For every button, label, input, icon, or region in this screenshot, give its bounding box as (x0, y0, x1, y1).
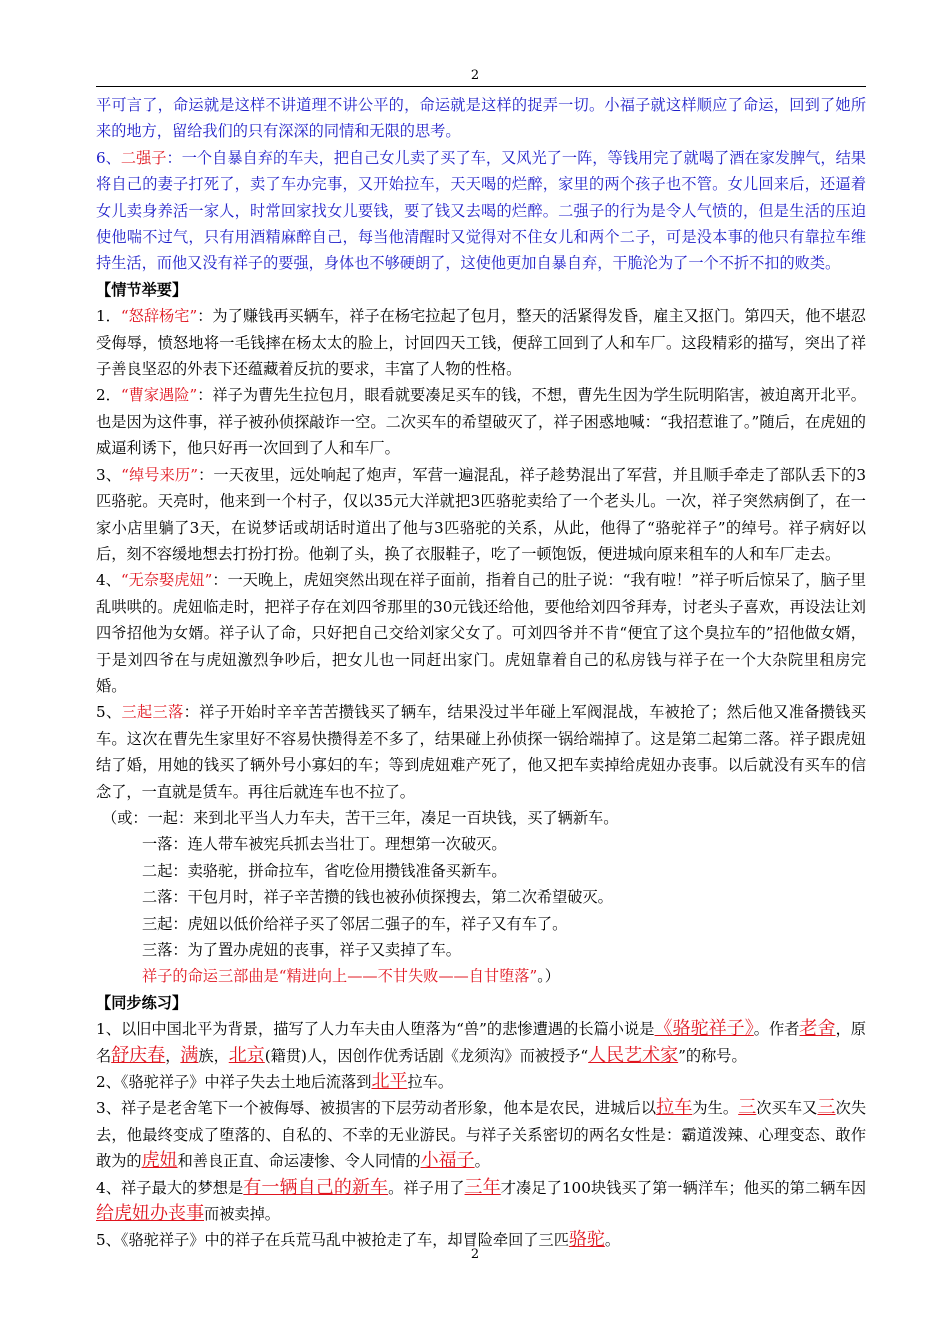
answer: 有一辆自己的新车 (243, 1176, 389, 1198)
q-text: ， (165, 1046, 181, 1065)
answer: 给虎妞办丧事 (96, 1203, 204, 1225)
erqiangzi-text: ：一个自暴自弃的车夫，把自己女儿卖了买了车，又风光了一阵，等钱用完了就喝了酒在家发脾气，结果将自己的妻子打死了，卖了车办完事，又开始拉车，天天喝的烂醉，家里的两个孩子也不管。女儿回来后，还逼着女儿卖身养活一家人，时常回家找女儿要钱，要了钱又去喝的烂醉。二强子的行为是令人气愤的，但是生活的压迫使他喘不过气，只有用酒精麻醉自己，每当他清醒时又觉得对不住女儿和两个二子，可是没本事的他只有靠拉车维持生活，而他又没有祥子的要强，身体也不够硬朗了，这使他更加自暴自弃，干脆沦为了一个不折不扣的败类。 (96, 148, 866, 273)
plot-title: “曹家遇险” (120, 386, 198, 405)
plot-num: 5、 (96, 703, 122, 722)
q-text: 次失去，他最终变成了堕落的、自私的、不幸的无业游民。与祥子关系密切的两名女性是：霸道泼辣、心理变态、敢作敢为的 (96, 1099, 867, 1171)
alt-summary-line: 三落：为了置办虎妞的丧事，祥子又卖掉了车。 (142, 941, 461, 959)
plot-title: “无奈娶虎妞” (120, 571, 213, 590)
erqiangzi-name: 二强子 (120, 148, 167, 167)
plot-text: ：祥子为曹先生拉包月，眼看就要凑足买车的钱，不想，曹先生因为学生阮明陷害，被迫离开北平。也是因为这件事，祥子被孙侦探敲诈一空。二次买车的希望破灭了，祥子困惑地喊：“我招惹谁了。”随后，在虎妞的威逼利诱下，他只好再一次回到了人和车厂。 (96, 386, 866, 458)
q-text: 。祥子用了 (388, 1178, 465, 1197)
answer: 人民艺术家 (588, 1044, 679, 1066)
q-text: 3、祥子是老舍笔下一个被侮辱、被损害的下层劳动者形象，他本是农民，进城后以 (96, 1099, 657, 1118)
q-text: ，原名 (96, 1020, 866, 1065)
document-body (96, 92, 866, 1254)
plot-title: “绰号来历” (121, 465, 198, 484)
answer: 三 (738, 1097, 757, 1119)
plot-num: 1． (96, 307, 121, 326)
q-text: 而被卖掉。 (204, 1205, 280, 1224)
plot-text: ：一天夜里，远处响起了炮声，军营一遍混乱，祥子趁势混出了军营，并且顺手牵走了部队丢下的3匹骆驼。天亮时，他来到一个村子，仅以35元大洋就把3匹骆驼卖给了一个老头儿。一次，祥子突然病倒了，在一家小店里躺了3天，在说梦话或胡话时道出了他与3匹骆驼的关系，从此，他得了“骆驼祥子”的绰号。祥子病好以后，刻不容缓地想去打扮打扮。他剃了头，换了衣服鞋子，吃了一顿饱饭，便进城向原来租车的人和车厂走去。 (96, 465, 866, 563)
plot-text: ：为了赚钱再买辆车，祥子在杨宅拉起了包月，整天的活紧得发昏，雇主又抠门。第四天，他不堪忍受侮辱，愤怒地将一毛钱摔在杨太太的脸上，讨回四天工钱，便辞工回到了人和车厂。这段精彩的描写，突出了祥子善良坚忍的外表下还蕴藏着反抗的要求，丰富了人物的性格。 (96, 307, 866, 379)
answer: 老舍 (799, 1018, 836, 1040)
alt-summary-conclusion (96, 963, 866, 989)
practice-q2 (96, 1069, 866, 1095)
answer: 虎妞 (141, 1150, 178, 1172)
plot-item-5 (96, 699, 866, 805)
q-text: 4、祥子最大的梦想是 (96, 1178, 244, 1197)
plot-item-1 (96, 303, 866, 382)
section-title-plot: 【情节举要】 (96, 280, 188, 299)
answer: 三年 (464, 1176, 501, 1198)
plot-item-4 (96, 567, 866, 699)
plot-num: 2． (96, 386, 121, 405)
practice-q3 (96, 1095, 866, 1174)
answer: 《骆驼祥子》 (654, 1018, 754, 1040)
q-text: 为生。 (692, 1099, 739, 1118)
alt-summary-line: 二起：卖骆驼，拼命拉车，省吃俭用攒钱准备买新车。 (142, 861, 507, 880)
q-text: 。 (474, 1152, 490, 1171)
plot-text: ：祥子开始时辛辛苦苦攒钱买了辆车，结果没过半年碰上军阀混战，车被抢了；然后他又准备攒钱买车。这次在曹先生家里好不容易快攒得差不多了，结果碰上孙侦探一锅给端掉了。这是第二起第二落。祥子跟虎妞结了婚，用她的钱买了辆外号小寡妇的车；等到虎妞难产死了，他又把车卖掉给虎妞办丧事。以后就没有买车的信念了，一直就是赁车。再往后就连车也不拉了。 (96, 703, 867, 801)
page-number-top: 2 (470, 68, 480, 83)
q-text: 。 (604, 1231, 621, 1250)
alt-summary-first: （或：一起：来到北平当人力车夫，苦干三年，凑足一百块钱，买了辆新车。 (102, 808, 619, 827)
conclusion-red: 祥子的命运三部曲是“精进向上——不甘失败——自甘堕落” (142, 967, 538, 986)
answer: 三 (817, 1097, 836, 1119)
q-text: 次买车又 (756, 1099, 818, 1118)
alt-summary-line: 一落：连人带车被宪兵抓去当壮丁。理想第一次破灭。 (142, 835, 507, 854)
q-text: 拉车。 (407, 1073, 454, 1092)
plot-text: ：一天晚上，虎妞突然出现在祥子面前，指着自己的肚子说：“我有啦！”祥子听后惊呆了，脑子里乱哄哄的。虎妞临走时，把祥子存在刘四爷那里的30元钱还给他，要他给刘四爷拜寿，讨老头子喜欢，再设法让刘四爷招他为女婿。祥子认了命，只好把自己交给刘家父女了。可刘四爷并不肯“便宜了这个臭拉车的”招他做女婿，于是刘四爷在与虎妞激烈争吵后，把女儿也一同赶出家门。虎妞靠着自己的私房钱与祥子在一个大杂院里租房完婚。 (96, 571, 867, 695)
practice-q1 (96, 1016, 866, 1069)
answer: 舒庆春 (111, 1044, 166, 1066)
conclusion-end: 。） (537, 967, 560, 986)
answer: 拉车 (656, 1097, 693, 1119)
plot-title: 三起三落 (121, 703, 184, 722)
blue-paragraph-xiaofuzi: 平可言了，命运就是这样不讲道理不讲公平的，命运就是这样的捉弄一切。小福子就这样顺应了命运，回到了她所来的地方，留给我们的只有深深的同情和无限的思考。 (96, 96, 866, 141)
plot-item-2 (96, 382, 866, 461)
q-text: (籍贯)人，因创作优秀话剧《龙须沟》而被授予“ (264, 1046, 589, 1065)
q-text: 族， (198, 1046, 229, 1065)
practice-q4 (96, 1175, 866, 1228)
q-text: 1、以旧中国北平为背景，描写了人力车夫由人堕落为“兽”的悲惨遭遇的长篇小说是 (96, 1020, 655, 1039)
section-title-practice: 【同步练习】 (96, 993, 188, 1012)
plot-title: “怒辞杨宅” (120, 307, 198, 326)
header-rule (96, 86, 866, 87)
q-text: 和善良正直、命运凄惨、令人同情的 (177, 1152, 421, 1171)
answer: 骆驼 (568, 1229, 605, 1251)
answer: 小福子 (420, 1150, 475, 1172)
plot-num: 4、 (96, 571, 121, 590)
plot-item-3 (96, 462, 866, 568)
answer: 北平 (371, 1071, 408, 1093)
answer: 满 (180, 1044, 199, 1066)
plot-num: 3、 (96, 465, 122, 484)
q-text: 才凑足了100块钱买了第一辆洋车；他买的第二辆车因 (500, 1178, 867, 1197)
q-text: 2、《骆驼祥子》中祥子失去土地后流落到 (96, 1073, 372, 1092)
alt-summary-line: 三起：虎妞以低价给祥子买了邻居二强子的车，祥子又有车了。 (142, 914, 568, 933)
page-number-bottom: 2 (470, 1247, 480, 1262)
alt-summary-line: 二落：干包月时，祥子辛苦攒的钱也被孙侦探搜去，第二次希望破灭。 (142, 888, 613, 907)
q-text: 5、《骆驼祥子》中的祥子在兵荒马乱中被抢走了车，却冒险牵回了三匹 (96, 1231, 569, 1250)
erqiangzi-prefix: 6、 (96, 148, 121, 167)
q-text: 。作者 (753, 1020, 800, 1039)
q-text: ”的称号。 (678, 1046, 747, 1065)
answer: 北京 (228, 1044, 265, 1066)
paragraph-erqiangzi (96, 145, 866, 277)
